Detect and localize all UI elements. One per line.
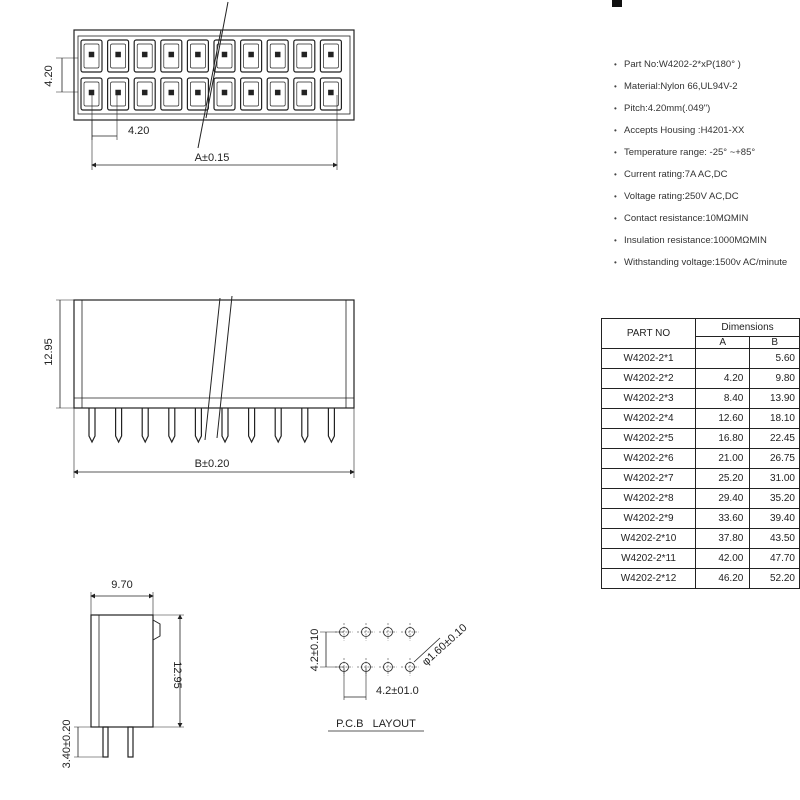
table-row: W4202-2*7 25.20 31.00 [602, 469, 800, 489]
cavity [108, 78, 129, 110]
header-dimensions: Dimensions [696, 319, 800, 337]
table-row: W4202-2*9 33.60 39.40 [602, 509, 800, 529]
dim-pcb-horizontal: 4.2±01.0 [376, 685, 419, 697]
spec-item: • Part No:W4202-2*xP(180° ) [614, 59, 741, 70]
pcb-hole [401, 623, 419, 641]
side-view-pin [222, 408, 228, 442]
table-row: W4202-2*12 46.20 52.20 [602, 569, 800, 589]
spec-item: • Current rating:7A AC,DC [614, 169, 728, 180]
table-row: W4202-2*10 37.80 43.50 [602, 529, 800, 549]
side-view-break-line-1 [205, 298, 220, 440]
cavity [214, 78, 235, 110]
cavity [81, 40, 102, 72]
cavity [267, 40, 288, 72]
header-part-no: PART NO [602, 319, 696, 349]
pcb-hole [379, 623, 397, 641]
spec-item: • Withstanding voltage:1500v AC/minute [614, 257, 788, 268]
pcb-hole [357, 623, 375, 641]
spec-item: • Voltage rating:250V AC,DC [614, 191, 739, 202]
table-row: W4202-2*3 8.40 13.90 [602, 389, 800, 409]
cavity [241, 78, 262, 110]
dim-b: B±0.20 [194, 458, 230, 470]
table-row: W4202-2*4 12.60 18.10 [602, 409, 800, 429]
corner-mark [612, 0, 622, 7]
side-view-pin [142, 408, 148, 442]
pcb-holes [335, 623, 419, 676]
cavity [214, 40, 235, 72]
dim-pin-length: 3.40±0.20 [61, 719, 73, 769]
side-view-pin [302, 408, 308, 442]
cavity [267, 78, 288, 110]
dim-a: A±0.15 [194, 152, 230, 164]
table-row: W4202-2*6 21.00 26.75 [602, 449, 800, 469]
cavity [320, 40, 341, 72]
table-row: W4202-2*1 5.60 [602, 349, 800, 369]
spec-list [614, 56, 800, 276]
dim-top-pitch-horizontal: 4.20 [128, 125, 150, 137]
cavity [187, 40, 208, 72]
cavity [161, 40, 182, 72]
end-view-pin-1 [103, 727, 108, 757]
cavity [161, 78, 182, 110]
spec-item: • Temperature range: -25° ~+85° [614, 147, 756, 158]
cavity [187, 78, 208, 110]
spec-item: • Material:Nylon 66,UL94V-2 [614, 81, 738, 92]
top-view-cavities [81, 40, 341, 110]
side-view-pin [249, 408, 255, 442]
end-view-latch [153, 620, 160, 640]
spec-item: • Contact resistance:10MΩMIN [614, 213, 749, 224]
dim-pcb-hole: φ1.60±0.10 [419, 621, 470, 669]
header-a: A [696, 337, 750, 349]
cavity [81, 78, 102, 110]
side-view-pins [89, 408, 334, 442]
cavity [241, 40, 262, 72]
dimensions-table [601, 318, 800, 589]
dim-end-height: 12.95 [171, 661, 183, 689]
end-view [74, 592, 184, 757]
dim-pcb-vertical: 4.2±0.10 [309, 628, 321, 672]
side-view-pin [275, 408, 281, 442]
side-view-pin [195, 408, 201, 442]
side-view [56, 296, 354, 478]
dim-side-height: 12.95 [43, 338, 55, 366]
pcb-hole [401, 658, 419, 676]
dim-end-width: 9.70 [111, 579, 133, 591]
cavity [134, 40, 155, 72]
pcb-hole [379, 658, 397, 676]
table-row: W4202-2*2 4.20 9.80 [602, 369, 800, 389]
table-row: W4202-2*5 16.80 22.45 [602, 429, 800, 449]
cavity [134, 78, 155, 110]
spec-item: • Accepts Housing :H4201-XX [614, 125, 745, 136]
header-b: B [750, 337, 800, 349]
top-view-break-line-2 [198, 30, 221, 148]
cavity [294, 78, 315, 110]
cavity [320, 78, 341, 110]
side-view-break-line-2 [217, 296, 232, 438]
pcb-caption: P.C.B LAYOUT [336, 718, 416, 730]
end-view-housing [91, 615, 153, 727]
side-view-pin [89, 408, 95, 442]
side-view-pin [169, 408, 175, 442]
end-view-pin-2 [128, 727, 133, 757]
spec-item: • Insulation resistance:1000MΩMIN [614, 235, 767, 246]
pcb-layout [320, 623, 440, 731]
side-view-pin [328, 408, 334, 442]
side-view-pin [116, 408, 122, 442]
table-row: W4202-2*11 42.00 47.70 [602, 549, 800, 569]
cavity [294, 40, 315, 72]
spec-item: • Pitch:4.20mm(.049") [614, 103, 711, 114]
dim-top-pitch-vertical: 4.20 [43, 65, 55, 87]
cavity [108, 40, 129, 72]
table-row: W4202-2*8 29.40 35.20 [602, 489, 800, 509]
top-view [56, 2, 354, 170]
